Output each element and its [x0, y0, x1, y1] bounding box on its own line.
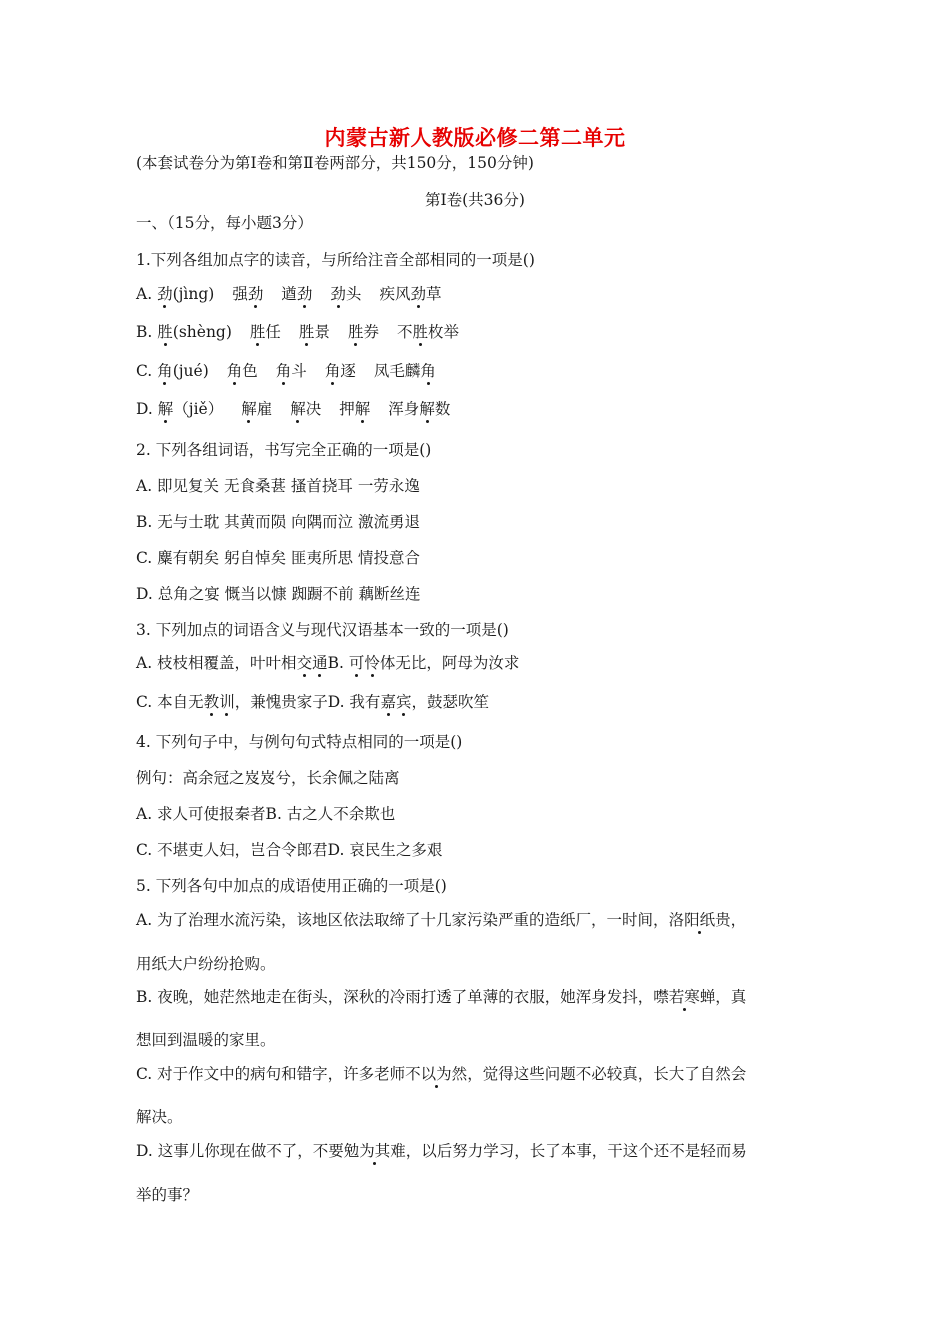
q5-option-b-line2: 想回到温暖的家里。	[136, 1031, 276, 1049]
q1-option-c: C. 角(jué) 角色 角斗 角逐 凤毛麟角	[136, 362, 436, 380]
q3-options-ab: A. 枝枝相覆盖，叶叶相交通B. 可怜体无比，阿母为汝求	[136, 654, 520, 672]
q5-stem: 5. 下列各句中加点的成语使用正确的一项是()	[136, 877, 447, 895]
q2-stem: 2. 下列各组词语，书写完全正确的一项是()	[136, 441, 432, 459]
part-heading: 一、（15分，每小题3分）	[136, 214, 313, 232]
q5-option-a-line1: A. 为了治理水流污染，该地区依法取缔了十几家污染严重的造纸厂，一时间，洛阳纸贵，	[136, 911, 747, 929]
q3-options-cd: C. 本自无教训，兼愧贵家子D. 我有嘉宾，鼓瑟吹笙	[136, 693, 489, 711]
section-title: 第Ⅰ卷(共36分)	[425, 191, 525, 209]
q5-option-a-line2: 用纸大户纷纷抢购。	[136, 955, 276, 973]
q5-option-c-line2: 解决。	[136, 1108, 183, 1126]
q5-option-d-line2: 举的事？	[136, 1186, 199, 1204]
q5-option-d-line1: D. 这事儿你现在做不了，不要勉为其难，以后努力学习，长了本事，干这个还不是轻而易	[136, 1142, 747, 1160]
q4-options-ab: A. 求人可使报秦者B. 古之人不余欺也	[136, 805, 396, 823]
q2-option-b: B. 无与士耽 其黄而陨 向隅而泣 激流勇退	[136, 513, 421, 531]
q1-option-a: A. 劲(jìng) 强劲 遒劲 劲头 疾风劲草	[136, 285, 442, 303]
q3-stem: 3. 下列加点的词语含义与现代汉语基本一致的一项是()	[136, 621, 509, 639]
q5-option-b-line1: B. 夜晚，她茫然地走在街头，深秋的冷雨打透了单薄的衣服，她浑身发抖，噤若寒蝉，真	[136, 988, 747, 1006]
q1-stem: 1.下列各组加点字的读音，与所给注音全部相同的一项是()	[136, 251, 535, 269]
document-title: 内蒙古新人教版必修二第二单元	[324, 125, 626, 150]
q4-stem: 4. 下列句子中，与例句句式特点相同的一项是()	[136, 733, 463, 751]
q1-option-d: D. 解（jiě） 解雇 解决 押解 浑身解数	[136, 400, 451, 418]
q4-options-cd: C. 不堪吏人妇，岂合令郎君D. 哀民生之多艰	[136, 841, 443, 859]
q2-option-d: D. 总角之宴 慨当以慷 踟蹰不前 藕断丝连	[136, 585, 421, 603]
q2-option-a: A. 即见复关 无食桑葚 搔首挠耳 一劳永逸	[136, 477, 420, 495]
q1-option-b: B. 胜(shèng) 胜任 胜景 胜券 不胜枚举	[136, 323, 460, 341]
exam-note: (本套试卷分为第Ⅰ卷和第Ⅱ卷两部分，共150分，150分钟)	[136, 154, 534, 172]
q2-option-c: C. 麋有朝矣 躬自悼矣 匪夷所思 情投意合	[136, 549, 420, 567]
q5-option-c-line1: C. 对于作文中的病句和错字，许多老师不以为然，觉得这些问题不必较真，长大了自然会	[136, 1065, 747, 1083]
q4-example: 例句：高余冠之岌岌兮，长余佩之陆离	[136, 769, 400, 787]
